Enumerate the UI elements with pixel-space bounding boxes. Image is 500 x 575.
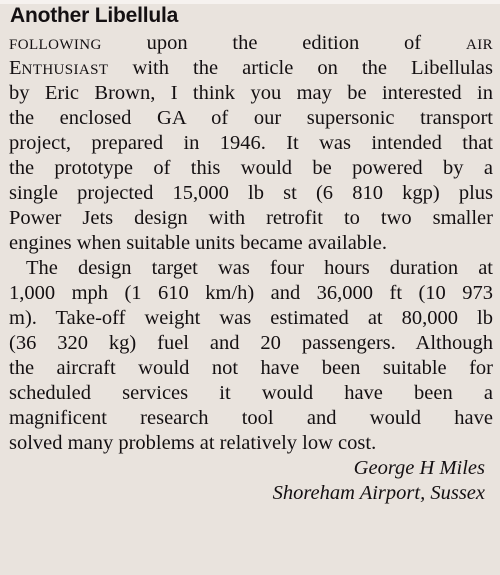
magazine-name-air: AIR xyxy=(465,37,494,53)
body-text: with the article on the Libellulas xyxy=(132,57,494,79)
magazine-name-initial: E xyxy=(9,57,22,79)
signature-name: George H Miles xyxy=(353,457,485,479)
body-line xyxy=(9,31,493,56)
letter-heading: Another Libellula xyxy=(10,4,179,27)
body-line: (36 320 kg) fuel and 20 passengers. Although xyxy=(9,332,493,354)
body-line: Power Jets design with retrofit to two smaller xyxy=(9,207,493,229)
body-text: upon the edition of xyxy=(146,32,422,54)
body-line: scheduled services it would have been a xyxy=(9,382,493,404)
body-line: magnificent research tool and would have xyxy=(9,407,493,429)
signature-location: Shoreham Airport, Sussex xyxy=(272,482,485,504)
body-line: 1,000 mph (1 610 km/h) and 36,000 ft (10 973 xyxy=(9,282,493,304)
magazine-name-enthusiast xyxy=(9,57,108,79)
body-line: m). Take-off weight was estimated at 80,000 lb xyxy=(9,307,493,329)
body-line: the aircraft would not have been suitable for xyxy=(9,357,493,379)
letter-paragraph-1 xyxy=(9,31,493,256)
body-line: by Eric Brown, I think you may be interested in xyxy=(9,82,493,104)
body-line: single projected 15,000 lb st (6 810 kgp) plus xyxy=(9,182,493,204)
body-line: the prototype of this would be powered by a xyxy=(9,157,493,179)
body-line: project, prepared in 1946. It was intended that xyxy=(9,132,493,154)
body-line xyxy=(9,56,493,81)
reader-letter xyxy=(9,3,493,506)
body-line: engines when suitable units became available. xyxy=(9,232,387,254)
body-line: The design target was four hours duration at xyxy=(26,257,493,279)
body-line: the enclosed GA of our supersonic transport xyxy=(9,107,493,129)
body-line: solved many problems at relatively low cost. xyxy=(9,432,377,454)
letter-paragraph-2 xyxy=(9,256,493,456)
magazine-name-rest: NTHUSIAST xyxy=(21,62,109,78)
lead-in-caps: FOLLOWING xyxy=(9,37,102,53)
